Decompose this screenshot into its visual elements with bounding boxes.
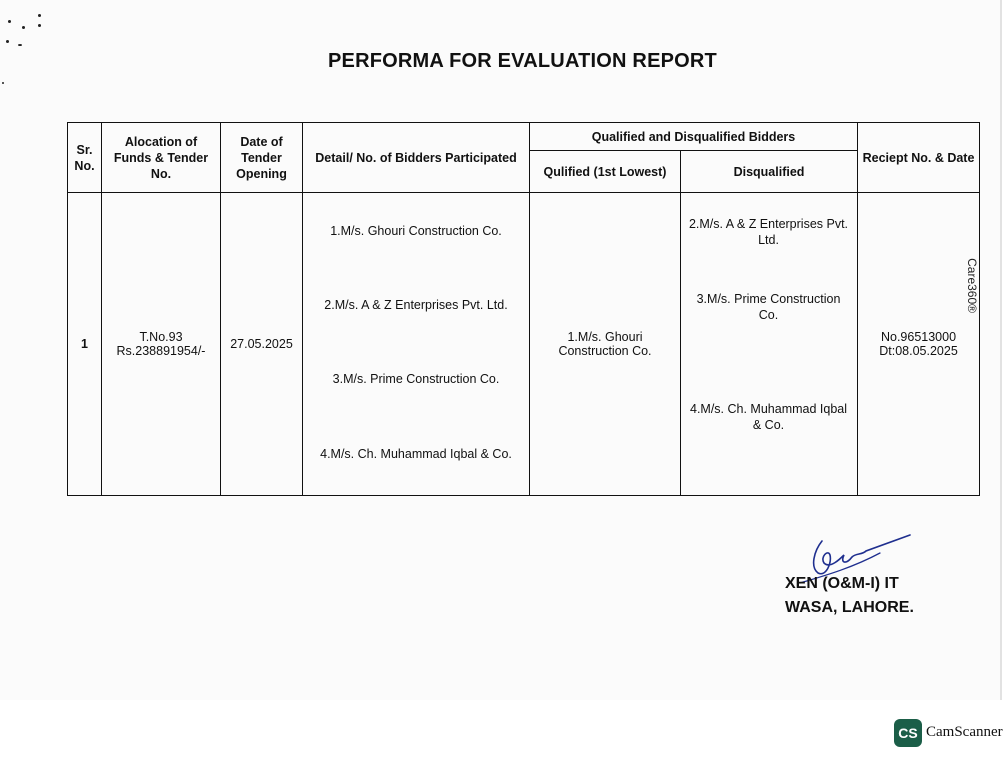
- list-item: 2.M/s. A & Z Enterprises Pvt. Ltd.: [324, 298, 508, 312]
- cell-sr: 1: [68, 193, 102, 496]
- cell-receipt: [858, 193, 980, 496]
- header-qualified-group: Qualified and Disqualified Bidders: [530, 123, 858, 151]
- camscanner-label: CamScanner: [926, 724, 1003, 740]
- header-date: Date of Tender Opening: [221, 123, 303, 193]
- list-item: 2.M/s. A & Z Enterprises Pvt. Ltd.: [688, 217, 849, 247]
- header-detail: Detail/ No. of Bidders Participated: [303, 123, 530, 193]
- disqualified-list: [684, 194, 854, 494]
- cell-date: 27.05.2025: [221, 193, 303, 496]
- header-disqualified: Disqualified: [681, 151, 858, 193]
- header-qualified: Qulified (1st Lowest): [530, 151, 681, 193]
- cell-bidders: [303, 193, 530, 496]
- cell-qualified: 1.M/s. Ghouri Construction Co.: [530, 193, 681, 496]
- header-receipt: Reciept No. & Date: [858, 123, 980, 193]
- header-allocation: Alocation of Funds & Tender No.: [102, 123, 221, 193]
- receipt-number: No.96513000: [880, 330, 957, 344]
- list-item: 4.M/s. Ch. Muhammad Iqbal & Co.: [320, 447, 512, 461]
- bidder-list: [306, 194, 526, 494]
- tender-amount: Rs.238891954/-: [116, 344, 206, 358]
- tender-number: T.No.93: [139, 330, 183, 344]
- signatory-designation: XEN (O&M-I) IT: [785, 575, 899, 592]
- cell-disqualified: [681, 193, 858, 496]
- table-row: [68, 193, 980, 496]
- evaluation-table: [67, 122, 980, 496]
- watermark-text: Care360®: [965, 258, 980, 313]
- camscanner-logo-icon: CS: [894, 719, 922, 747]
- signatory-office: WASA, LAHORE.: [785, 599, 914, 616]
- list-item: 3.M/s. Prime Construction Co.: [696, 292, 841, 322]
- document-title: PERFORMA FOR EVALUATION REPORT: [328, 50, 717, 72]
- list-item: 4.M/s. Ch. Muhammad Iqbal & Co.: [690, 402, 848, 432]
- header-sr-no: Sr. No.: [68, 123, 102, 193]
- cell-allocation: [102, 193, 221, 496]
- list-item: 1.M/s. Ghouri Construction Co.: [330, 224, 502, 238]
- list-item: 3.M/s. Prime Construction Co.: [332, 372, 500, 386]
- signatory-block: [785, 572, 914, 620]
- receipt-date: Dt:08.05.2025: [879, 344, 958, 358]
